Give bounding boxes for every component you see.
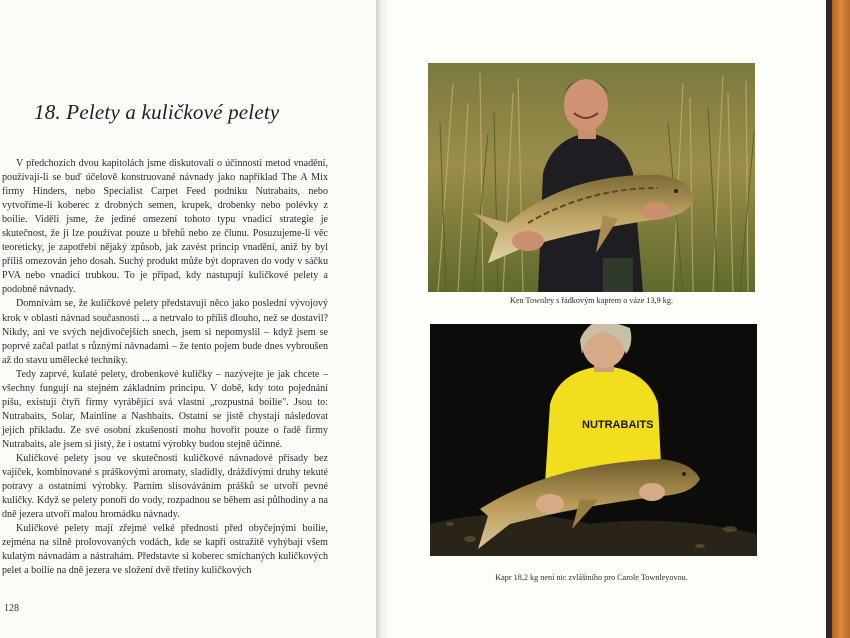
book-cover-edge: [832, 0, 850, 638]
photo-man-holding-carp: [428, 63, 755, 292]
photo-woman-holding-carp: [430, 324, 757, 556]
paragraph: Kuličkové pelety jsou ve skutečnosti kuličkové návnadové přísady bez vajíček, kombinované s práškovými aromaty, sladidly, dráždivými druhy tekuté potravy a ostatními výrobky. Parním slisováváním prášků se utvoří pevné kuličky. Když se pelety ponoří do vody, rozpadnou se během asi půlhodiny a na dně jezera utvoří malou hromádku návnady.: [2, 452, 328, 521]
paragraph: Tedy zaprvé, kulaté pelety, drobenkové kuličky – nazývejte je jak chcete – všechny fungují na stejném základním principu. V době, kdy toto pojednání píšu, existují čtyři firmy vyrábějící svá vlastní „rozpustná boilie". Jsou to: Nutrabaits, Solar, Mainline a Nashbaits. Ostatní se jistě chystají následovat jejich příkladu. Ze své osobní zkušenosti mohu hovořit pouze o řadě firmy Nutrabaits, ale jsem si jistý, že i ostatní výrobky budou stejně účinné.: [2, 368, 328, 450]
paragraph: Domnívám se, že kuličkové pelety představují něco jako poslední vývojový krok v oblasti návnad současnosti ... a netrvalo to příliš dlouho, než se dostavil? Nikdy, ani ve svých nejdivočejších snech, jsem si nepomyslil – když jsem se poprvé začal patlat s různými návnadami – že tento pojem bude dnes vybroušen až do stavu umělecké techniky.: [2, 298, 328, 366]
page-number: 128: [4, 603, 19, 614]
paragraph: V předchozích dvou kapitolách jsme diskutovali o účinnosti metod vnadění, používají-li se buď účelově konstruované návnady jako například The A Mix firmy Hinders, nebo Specialist Carpet Feed podniku Nutrabaits, nebo vytvoříme-li koberec z drobných semen, krupek, drobenky nebo polévky z boilie. Viděli jsme, že jediné omezení tohoto typu vnadicí strategie je skutečnost, že ji lze používat pouze u břehů nebo ze člunu. Posuzujeme-li věc teoreticky, je zapotřebí nějaký způsob, jak zavést princip vnadění, aniž by byl příliš omezován jeho dosah. Suchý produkt může být dopraven do vody v sáčku PVA nebo vnadicí trubkou. To je případ, kdy nastupují kuličkové pelety a podobné návnady.: [2, 158, 328, 296]
chapter-title: 18. Pelety a kuličkové pelety: [34, 100, 280, 124]
shirt-text: NUTRABAITS: [582, 419, 654, 431]
photo-caption-bottom: Kapr 18,2 kg není nic zvláštního pro Carole Townleyovou.: [495, 573, 688, 582]
paragraph: Kuličkové pelety mají zřejmé velké přednosti před obyčejnými boilie, zejména na silně prolovovaných vodách, kde se kapři ostražitě vyhýbají všem kulatým návnadám a nástrahám. Představte si koberec smíchaných kuličkových pelet a boilie na dně jezera ve složení dvě třetiny kuličkových: [2, 523, 328, 577]
body-text: [2, 157, 328, 578]
photo-caption-top: Ken Townley s řádkovým kaprem o váze 13,9 kg.: [510, 296, 673, 305]
book-gutter: [376, 0, 390, 638]
